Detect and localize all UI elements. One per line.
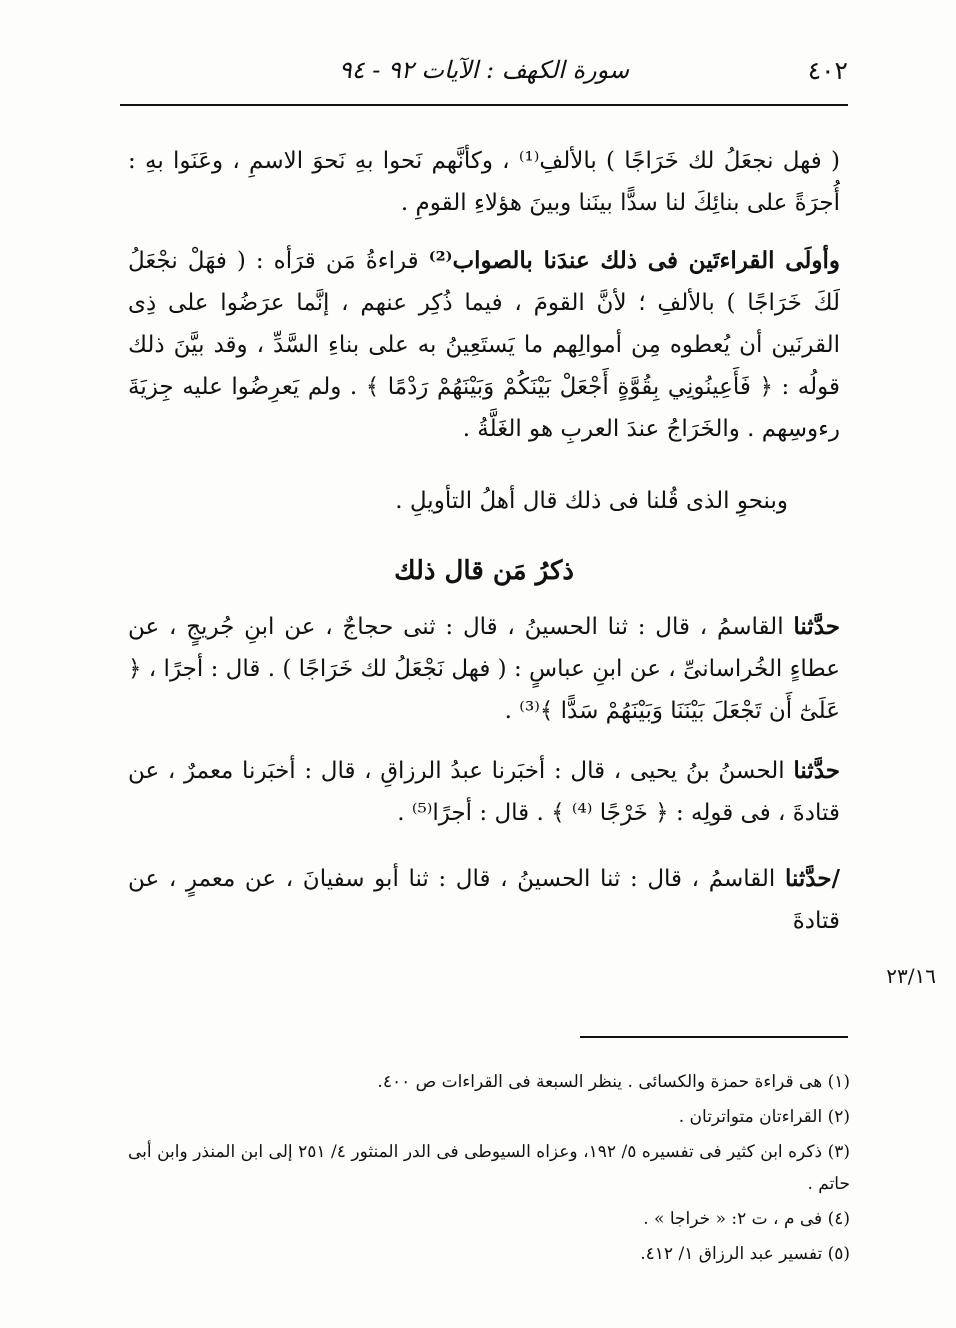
header-rule: [120, 104, 848, 106]
paragraph-4: [128, 606, 840, 732]
paragraph-2-text: قراءةُ مَن قرَأه : ( فهَلْ نجْعَلُ لَكَ خَرَاجًا ) بالألفِ ؛ لأنَّ القومَ ، فيما ذُكِر عنهم ، إنَّما عرَضُوا على ذِى القرنَين أن يُعطوه مِن أموالِهم ما يَستَعِينُ به على بناءِ السَّدِّ ، وقد بيَّنَ ذلك قولُه : ﴿ فَأَعِينُونِي بِقُوَّةٍ أَجْعَلْ بَيْنَكُمْ وَبَيْنَهُمْ رَدْمًا ﴾ . ولم يَعرِضُوا عليه جِزيَةَ رءوسِهم . والخَرَاجُ عندَ العربِ هو الغَلَّةُ .: [128, 248, 840, 442]
paragraph-2-lead: وأولَى القراءتَين فى ذلك عندَنا بالصواب⁽²⁾: [428, 247, 840, 274]
paragraph-6-lead: /حدَّثنا: [784, 865, 840, 892]
footnote-1: (١) هى قراءة حمزة والكسائى . ينظر السبعة فى القراءات ص ٤٠٠.: [377, 1072, 850, 1092]
main-text: [128, 136, 840, 942]
page-header: [120, 52, 848, 92]
footnote-2: (٢) القراءتان متواترتان .: [678, 1107, 850, 1127]
footnote-3: (٣) ذكره ابن كثير فى تفسيره ٥/ ١٩٢، وعزاه السيوطى فى الدر المنثور ٤/ ٢٥١ إلى ابن المنذر وابن أبى حاتم .: [128, 1142, 850, 1194]
page-number: ٤٠٢: [807, 56, 848, 85]
paragraph-4-text: القاسمُ ، قال : ثنا الحسينُ ، قال : ثنى حجاجٌ ، عن ابنِ جُريجٍ ، عن عطاءٍ الخُراسانىِّ ، عن ابنِ عباسٍ : ( فهل نَجْعَلُ لك خَرَاجًا ) . قال : أجرًا ، ﴿ عَلَىٰٓ أَن تَجْعَلَ بَيْنَنَا وَبَيْنَهُمْ سَدًّا ﴾⁽³⁾ .: [128, 614, 840, 724]
footnote-rule: [580, 1036, 848, 1038]
footnotes: [128, 1066, 850, 1273]
footnote-4: (٤) فى م ، ت ٢: « خراجا » .: [643, 1209, 850, 1229]
margin-volume-reference: ٢٣/١٦: [886, 964, 936, 988]
paragraph-5-text: الحسنُ بنُ يحيى ، قال : أخبَرنا عبدُ الرزاقِ ، قال : أخبَرنا معمرٌ ، عن قتادةَ ، فى قولِه : ﴿ خَرْجًا ⁽⁴⁾ ﴾ . قال : أجرًا⁽⁵⁾ .: [128, 758, 840, 826]
paragraph-2: [128, 240, 840, 450]
section-heading: ذكرُ مَن قال ذلك: [394, 556, 574, 586]
paragraph-3: وبنحوِ الذى قُلنا فى ذلك قال أهلُ التأويلِ .: [395, 488, 788, 514]
paragraph-5: [128, 750, 840, 834]
paragraph-1: ( فهل نجعَلُ لك خَرَاجًا ) بالألفِ⁽¹⁾ ، وكأنَّهم نَحوا بهِ نَحوَ الاسمِ ، وعَنَوا بهِ : أُجرَةً على بنائِكَ لنا سدًّا بينَنا وبينَ هؤلاءِ القومِ .: [128, 148, 840, 216]
paragraph-4-lead: حدَّثنا: [793, 613, 840, 640]
paragraph-5-lead: حدَّثنا: [793, 757, 840, 784]
footnote-5: (٥) تفسير عبد الرزاق ١/ ٤١٢.: [640, 1244, 850, 1264]
running-title: سورة الكهف : الآيات ٩٢ - ٩٤: [338, 56, 630, 84]
paragraph-6: [128, 858, 840, 942]
paragraph-6-text: القاسمُ ، قال : ثنا الحسينُ ، قال : ثنا أبو سفيانَ ، عن معمرٍ ، عن قتادةَ: [128, 866, 840, 934]
